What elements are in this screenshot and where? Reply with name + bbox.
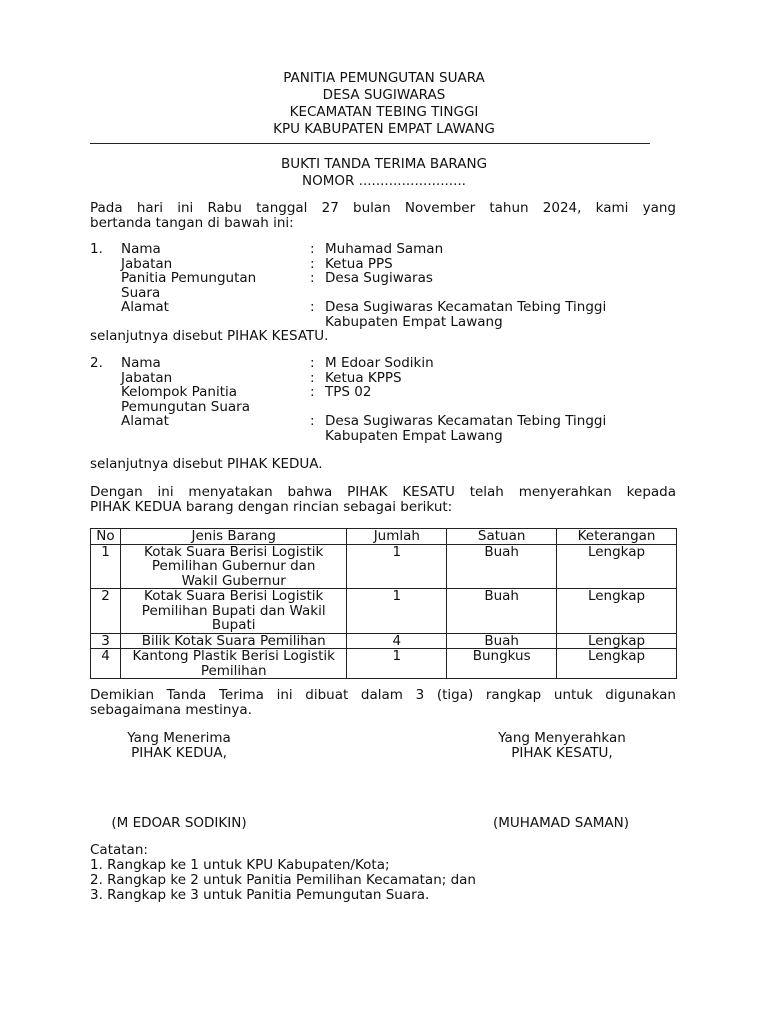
statement-paragraph xyxy=(90,485,676,515)
party-1-address-line-2: Kabupaten Empat Lawang xyxy=(325,314,503,330)
intro-paragraph xyxy=(90,201,676,231)
colon: : xyxy=(310,355,315,371)
document-title xyxy=(0,156,768,190)
letterhead-line-1: PANITIA PEMUNGUTAN SUARA xyxy=(283,70,485,86)
item-line: Bilik Kotak Suara Pemilihan xyxy=(141,632,326,649)
table-row xyxy=(91,544,677,589)
party-1-name: Muhamad Saman xyxy=(325,241,444,257)
title-line: BUKTI TANDA TERIMA BARANG xyxy=(280,156,488,172)
cell-no: 2 xyxy=(91,589,121,634)
table-header-row xyxy=(91,529,677,545)
cell-note: Lengkap xyxy=(557,649,677,679)
cell-item xyxy=(120,589,346,634)
cell-unit: Buah xyxy=(447,633,557,649)
statement-line-1: Dengan ini menyatakan bahwa PIHAK KESATU telah menyerahkan kepada xyxy=(90,484,676,500)
giver-signature-heading xyxy=(472,731,652,761)
item-line: Kotak Suara Berisi Logistik xyxy=(144,543,324,560)
column-header-note: Keterangan xyxy=(557,529,677,545)
column-header-qty: Jumlah xyxy=(347,529,447,545)
colon: : xyxy=(310,370,315,386)
party-2-address-line-1: Desa Sugiwaras Kecamatan Tebing Tinggi xyxy=(325,413,607,429)
org-label-line-2: Suara xyxy=(121,285,161,301)
notes-section xyxy=(90,843,476,903)
cell-unit: Bungkus xyxy=(447,649,557,679)
party-2-position: Ketua KPPS xyxy=(325,370,402,386)
party-1-address-line-1: Desa Sugiwaras Kecamatan Tebing Tinggi xyxy=(325,299,607,315)
item-line: Kantong Plastik Berisi Logistik xyxy=(132,648,335,664)
org-label-line-1: Panitia Pemungutan xyxy=(121,270,257,286)
intro-line-1: Pada hari ini Rabu tanggal 27 bulan November tahun 2024, kami yang xyxy=(90,200,676,216)
name-label: Nama xyxy=(121,355,161,371)
cell-qty: 1 xyxy=(347,544,447,589)
cell-item xyxy=(120,633,346,649)
table-row xyxy=(91,589,677,634)
colon: : xyxy=(310,384,315,400)
name-label: Nama xyxy=(121,241,161,257)
cell-note: Lengkap xyxy=(557,544,677,589)
table-row xyxy=(91,649,677,679)
colon: : xyxy=(310,256,315,272)
party-2-designation: selanjutnya disebut PIHAK KEDUA. xyxy=(90,456,323,472)
cell-qty: 4 xyxy=(347,633,447,649)
colon: : xyxy=(310,413,315,429)
item-line: Wakil Gubernur xyxy=(181,572,286,589)
document-number: NOMOR ......................... xyxy=(302,173,466,189)
cell-no: 3 xyxy=(91,633,121,649)
closing-paragraph xyxy=(90,688,676,718)
party-2-number: 2. xyxy=(90,355,103,371)
cell-note: Lengkap xyxy=(557,589,677,634)
address-label: Alamat xyxy=(121,413,169,429)
notes-heading: Catatan: xyxy=(90,842,148,858)
item-line: Pemilihan Gubernur dan xyxy=(151,558,316,574)
giver-role: Yang Menyerahkan xyxy=(498,730,626,746)
column-header-no: No xyxy=(91,529,121,545)
receiver-role: Yang Menerima xyxy=(127,730,231,746)
statement-line-2: PIHAK KEDUA barang dengan rincian sebagai berikut: xyxy=(90,499,453,515)
colon: : xyxy=(310,270,315,286)
cell-unit: Buah xyxy=(447,544,557,589)
position-label: Jabatan xyxy=(121,256,173,272)
cell-item xyxy=(120,649,346,679)
address-label: Alamat xyxy=(121,299,169,315)
party-1-org: Desa Sugiwaras xyxy=(325,270,433,286)
party-2-address-line-2: Kabupaten Empat Lawang xyxy=(325,428,503,444)
letterhead xyxy=(0,70,768,138)
intro-line-2: bertanda tangan di bawah ini: xyxy=(90,215,294,231)
colon: : xyxy=(310,241,315,257)
item-line: Kotak Suara Berisi Logistik xyxy=(144,588,324,604)
cell-no: 4 xyxy=(91,649,121,679)
note-item: 1. Rangkap ke 1 untuk KPU Kabupaten/Kota; xyxy=(90,857,390,873)
table-row xyxy=(91,633,677,649)
cell-unit: Buah xyxy=(447,589,557,634)
header-divider xyxy=(90,143,650,144)
party-1-designation: selanjutnya disebut PIHAK KESATU. xyxy=(90,328,329,344)
note-item: 2. Rangkap ke 2 untuk Panitia Pemilihan Kecamatan; dan xyxy=(90,872,476,888)
items-table xyxy=(90,528,677,679)
closing-line-2: sebagaimana mestinya. xyxy=(90,702,252,718)
item-line: Pemilihan Bupati dan Wakil xyxy=(141,602,326,619)
letterhead-line-2: DESA SUGIWARAS xyxy=(322,87,446,103)
receiver-name: (M EDOAR SODIKIN) xyxy=(111,815,247,831)
item-line: Bupati xyxy=(211,617,256,633)
receiver-party: PIHAK KEDUA, xyxy=(131,745,227,761)
letterhead-line-3: KECAMATAN TEBING TINGGI xyxy=(289,104,479,120)
cell-note: Lengkap xyxy=(557,633,677,649)
org-label-line-2: Pemungutan Suara xyxy=(121,399,250,415)
party-2-name: M Edoar Sodikin xyxy=(325,355,434,371)
giver-party: PIHAK KESATU, xyxy=(511,745,613,761)
cell-item xyxy=(120,544,346,589)
item-line: Pemilihan xyxy=(200,662,267,679)
receiver-signature-heading xyxy=(100,731,258,761)
cell-no: 1 xyxy=(91,544,121,589)
colon: : xyxy=(310,299,315,315)
party-1-position: Ketua PPS xyxy=(325,256,393,272)
column-header-item: Jenis Barang xyxy=(120,529,346,545)
cell-qty: 1 xyxy=(347,589,447,634)
closing-line-1: Demikian Tanda Terima ini dibuat dalam 3 (tiga) rangkap untuk digunakan xyxy=(90,687,676,703)
position-label: Jabatan xyxy=(121,370,173,386)
org-label-line-1: Kelompok Panitia xyxy=(121,384,238,400)
column-header-unit: Satuan xyxy=(447,529,557,545)
party-1-number: 1. xyxy=(90,241,103,257)
giver-name: (MUHAMAD SAMAN) xyxy=(492,815,630,831)
letterhead-line-4: KPU KABUPATEN EMPAT LAWANG xyxy=(273,121,495,137)
note-item: 3. Rangkap ke 3 untuk Panitia Pemungutan Suara. xyxy=(90,887,430,903)
party-2-org: TPS 02 xyxy=(325,384,372,400)
cell-qty: 1 xyxy=(347,649,447,679)
